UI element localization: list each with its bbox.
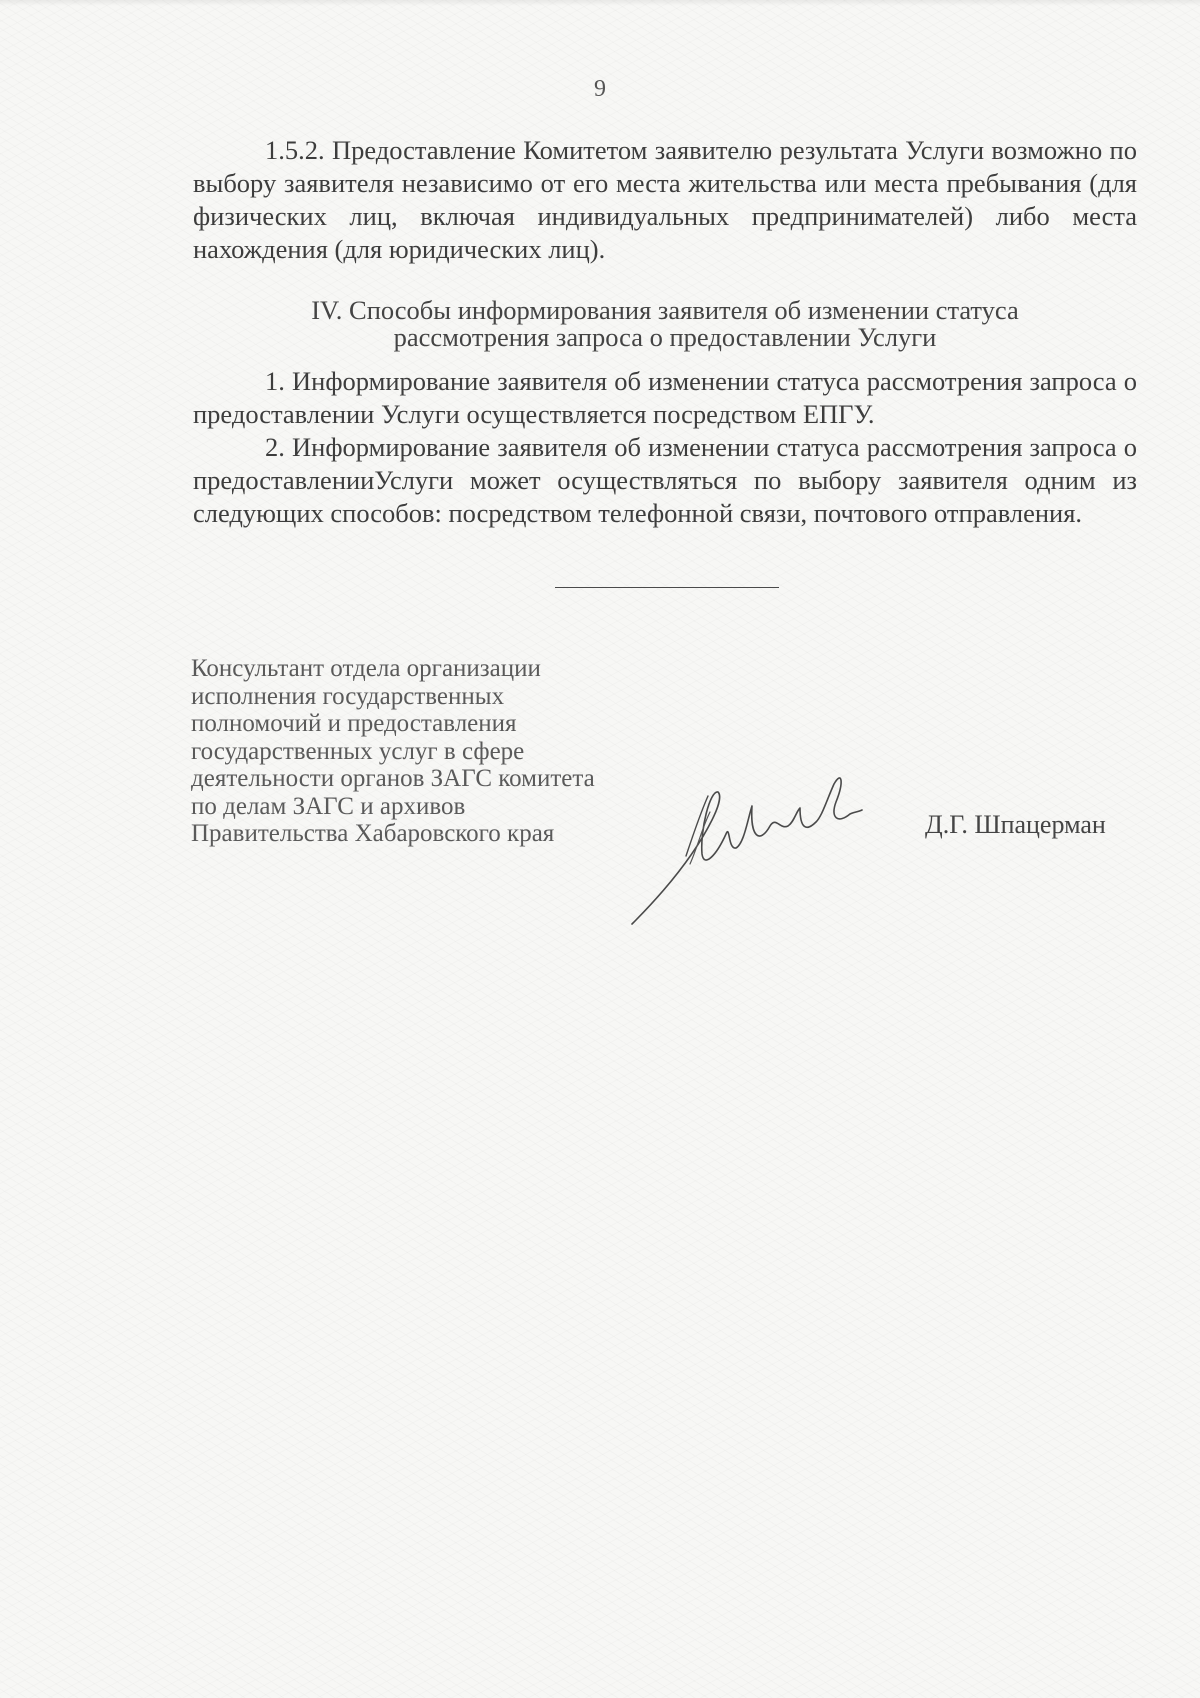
signatory-name: Д.Г. Шпацерман [925, 810, 1106, 839]
signatory-position-line: государственных услуг в сфере [191, 737, 525, 765]
signatory-position-line: Консультант отдела организации [191, 655, 541, 682]
section-iv-item-2: 2. Информирование заявителя об изменении статуса рассмотрения запроса о предоставленииУслуги может осуществляться по выбору заявителя одним из следующих способов: посредством телефонной связи, почтового отправления. [193, 432, 1137, 528]
end-divider-line [555, 587, 779, 588]
signatory-position [191, 655, 671, 848]
signatory-position-line: по делам ЗАГС и архивов [191, 792, 466, 820]
section-iv-heading-line-1: IV. Способы информирования заявителя об изменении статуса [311, 295, 1019, 325]
signatory-position-line: деятельности органов ЗАГС комитета [191, 765, 595, 792]
signatory-position-line: исполнения государственных [191, 682, 505, 710]
page-number: 9 [594, 76, 606, 102]
section-iv-heading-line-2: рассмотрения запроса о предоставлении Услуги [393, 322, 937, 352]
section-iv-item-1: 1. Информирование заявителя об изменении статуса рассмотрения запроса о предоставлении Услуги осуществляется посредством ЕПГУ. [193, 366, 1137, 429]
section-iv-body [193, 365, 1137, 530]
signatory-position-line: Правительства Хабаровского края [191, 820, 555, 847]
signatory-position-line: полномочий и предоставления [191, 710, 517, 737]
handwritten-signature [630, 768, 930, 928]
section-iv-heading [193, 297, 1137, 351]
section-1-5-2 [193, 134, 1137, 266]
paragraph-1-5-2: 1.5.2. Предоставление Комитетом заявителю результата Услуги возможно по выбору заявителя независимо от его места жительства или места пребывания (для физических лиц, включая индивидуальных предпринимателей) либо места нахождения (для юридических лиц). [193, 135, 1137, 264]
